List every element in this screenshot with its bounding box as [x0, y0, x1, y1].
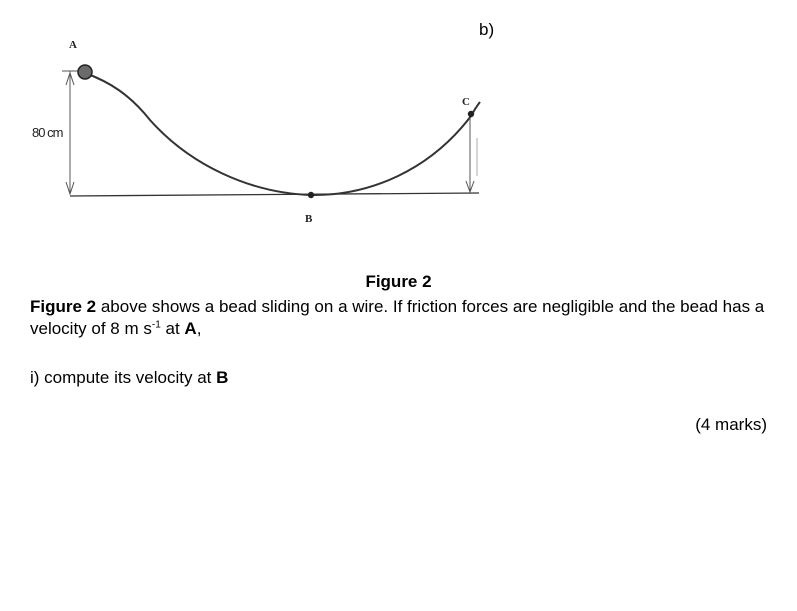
- sub-question-i: i) compute its velocity at B: [30, 368, 229, 387]
- point-b-label: B: [305, 213, 313, 225]
- bead-on-wire-figure: [0, 0, 797, 250]
- marks-allocation: (4 marks): [695, 415, 767, 434]
- point-c-marker: [468, 111, 474, 117]
- height-label: 80 cm: [32, 125, 63, 140]
- wire-curve: [85, 73, 480, 195]
- question-text: Figure 2 above shows a bead sliding on a wire. If friction forces are negligible and the bead has a velocity of 8 m $s^{-1}$ at A,: [30, 297, 765, 338]
- point-c-label: C: [462, 96, 470, 108]
- unit-exponent: -1: [151, 319, 161, 331]
- bead: [78, 65, 92, 79]
- part-label: b): [479, 20, 495, 39]
- point-reference-a: A: [184, 319, 197, 338]
- height-dimension-left: [62, 71, 86, 194]
- figure-caption: Figure 2: [365, 272, 432, 291]
- point-b-marker: [308, 192, 314, 198]
- point-a-label: A: [69, 39, 77, 51]
- baseline: [70, 193, 479, 196]
- point-reference-b: B: [216, 368, 229, 387]
- height-dimension-right: [466, 118, 477, 192]
- figure-reference: Figure 2: [30, 297, 97, 316]
